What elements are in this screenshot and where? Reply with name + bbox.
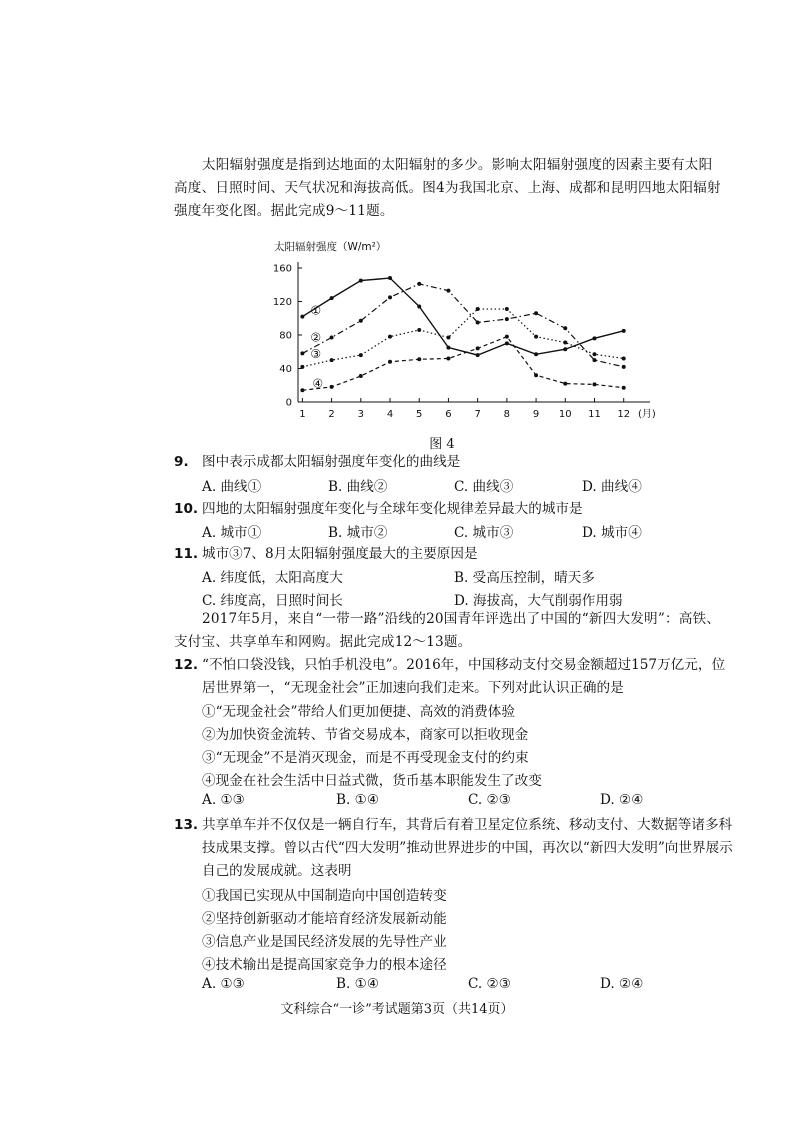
y-tick-label: 0 (285, 397, 292, 409)
question-9 (174, 451, 734, 473)
option-a[interactable]: A. ①③ (202, 976, 245, 992)
option-c[interactable]: C. ②③ (468, 792, 511, 808)
question-11 (174, 543, 734, 565)
data-point (505, 341, 509, 345)
data-point (300, 388, 304, 392)
y-tick-label: 80 (279, 330, 292, 342)
option-d[interactable]: D. 城市④ (582, 525, 642, 541)
chart-axes (273, 262, 656, 420)
question-12-item-4: ④现金在社会生活中日益式微，货币基本职能发生了改变 (202, 773, 542, 789)
option-b[interactable]: B. ①④ (336, 792, 380, 808)
data-point (446, 356, 450, 360)
data-point (622, 386, 626, 390)
data-point (359, 353, 363, 357)
data-point (359, 374, 363, 378)
data-point (300, 351, 304, 355)
x-tick-label: 11 (588, 409, 601, 420)
option-c[interactable]: C. 曲线③ (454, 479, 514, 495)
data-point (388, 276, 392, 280)
option-c[interactable]: C. 城市③ (454, 525, 514, 541)
y-axis-label: 太阳辐射强度（W/m²） (274, 241, 387, 253)
question-stem: 图中表示成都太阳辐射强度年变化的曲线是 (202, 454, 461, 470)
chart-series (300, 276, 625, 392)
data-point (417, 282, 421, 286)
question-stem: 城市③7、8月太阳辐射强度最大的主要原因是 (202, 546, 478, 562)
x-tick-label: 6 (445, 409, 452, 420)
data-point (388, 335, 392, 339)
x-tick-label: 9 (532, 409, 540, 420)
option-a[interactable]: A. 城市① (202, 525, 262, 541)
x-tick-label: 10 (558, 409, 572, 420)
question-stem: “不怕口袋没钱，只怕手机没电”。2016年，中国移动支付交易金额超过157万亿元，位居世界第一，“无现金社会”正加速向我们走来。下列对此认识正确的是 (202, 657, 726, 696)
data-point (330, 358, 334, 362)
x-tick-label: 8 (503, 409, 511, 420)
question-12-item-1: ①“无现金社会”带给人们更加便捷、高效的消费体验 (202, 704, 515, 720)
question-12 (174, 654, 734, 700)
figure-caption: 图 4 (429, 437, 455, 452)
x-tick-label: 2 (328, 409, 335, 420)
data-point (592, 352, 596, 356)
series-label-3: ③ (310, 346, 322, 361)
data-point (563, 382, 567, 386)
chart-svg (250, 236, 660, 436)
data-point (417, 305, 421, 309)
question-13-item-4: ④技术输出是提高国家竞争力的根本途径 (202, 957, 447, 973)
question-number: 13. (174, 817, 199, 833)
question-number: 11. (174, 546, 199, 562)
y-tick-label: 40 (279, 364, 292, 375)
y-tick-label: 120 (272, 297, 292, 308)
data-point (417, 357, 421, 361)
x-tick-label: 7 (474, 409, 481, 420)
option-d[interactable]: D. 海拔高，大气削弱作用弱 (454, 593, 623, 609)
data-point (388, 295, 392, 299)
question-number: 9. (174, 454, 189, 470)
data-point (622, 365, 626, 369)
data-point (592, 336, 596, 340)
data-point (563, 347, 567, 351)
x-tick-label: 1 (299, 409, 306, 420)
data-point (592, 382, 596, 386)
data-point (563, 341, 567, 345)
y-tick-label: 160 (272, 263, 292, 275)
data-point (534, 335, 538, 339)
data-point (563, 326, 567, 330)
question-13-item-3: ③信息产业是国民经济发展的先导性产业 (202, 934, 447, 950)
data-point (359, 279, 363, 283)
option-a[interactable]: A. ①③ (202, 792, 245, 808)
question-stem: 四地的太阳辐射强度年变化与全球年变化规律差异最大的城市是 (202, 501, 583, 517)
option-a[interactable]: A. 纬度低，太阳高度大 (202, 570, 343, 586)
question-13 (174, 814, 734, 883)
question-12-item-2: ②为加快资金流转、节省交易成本，商家可以拒收现金 (202, 727, 529, 743)
data-point (476, 307, 480, 311)
series-label-2: ② (310, 330, 322, 345)
data-point (388, 360, 392, 364)
data-point (622, 356, 626, 360)
data-point (534, 311, 538, 315)
data-point (534, 373, 538, 377)
question-12-item-3: ③“无现金”不是消灭现金，而是不再受现金支付的约束 (202, 750, 529, 766)
question-stem: 共享单车并不仅仅是一辆自行车，其背后有着卫星定位系统、移动支付、大数据等诸多科技成果支撑。曾以古代“四大发明”推动世界进步的中国，再次以“新四大发明”向世界展示自己的发展成就。这表明 (202, 817, 733, 879)
question-13-item-1: ①我国已实现从中国制造向中国创造转变 (202, 888, 447, 904)
data-point (417, 328, 421, 332)
option-d[interactable]: D. 曲线④ (582, 479, 642, 495)
question-10 (174, 498, 734, 520)
option-b[interactable]: B. ①④ (336, 976, 380, 992)
data-point (330, 296, 334, 300)
intro-paragraph-2: 2017年5月，来自“一带一路”沿线的20国青年评选出了中国的“新四大发明”：高铁、支付宝、共享单车和网购。据此完成12～13题。 (174, 611, 721, 650)
data-point (446, 346, 450, 350)
data-point (330, 385, 334, 389)
data-point (592, 358, 596, 362)
option-b[interactable]: B. 曲线② (328, 479, 388, 495)
option-d[interactable]: D. ②④ (600, 976, 644, 992)
option-d[interactable]: D. ②④ (600, 792, 644, 808)
option-c[interactable]: C. ②③ (468, 976, 511, 992)
option-b[interactable]: B. 受高压控制，晴天多 (454, 570, 595, 586)
series-line-3 (302, 309, 623, 367)
intro-paragraph-1: 太阳辐射强度是指到达地面的太阳辐射的多少。影响太阳辐射强度的因素主要有太阳高度、日照时间、天气状况和海拔高低。图4为我国北京、上海、成都和昆明四地太阳辐射强度年变化图。据此完成9～11题。 (174, 157, 721, 219)
data-point (476, 346, 480, 350)
data-point (446, 289, 450, 293)
data-point (476, 353, 480, 357)
x-tick-label: 12 (617, 409, 631, 420)
data-point (505, 335, 509, 339)
x-axis-label: (月) (638, 409, 656, 420)
series-label-4: ④ (312, 376, 324, 391)
question-number: 12. (174, 657, 199, 673)
data-point (300, 365, 304, 369)
series-line-2 (302, 284, 623, 367)
data-point (359, 319, 363, 323)
data-point (534, 352, 538, 356)
question-13-item-2: ②坚持创新驱动才能培育经济发展新动能 (202, 911, 447, 927)
x-tick-label: 5 (416, 409, 423, 420)
data-point (505, 307, 509, 311)
data-point (622, 329, 626, 333)
x-tick-label: 4 (386, 409, 394, 420)
option-a[interactable]: A. 曲线① (202, 479, 262, 495)
data-point (446, 336, 450, 340)
data-point (300, 315, 304, 319)
data-point (505, 317, 509, 321)
page-footer: 文科综合“一诊”考试题第3页（共14页） (280, 1002, 514, 1017)
option-b[interactable]: B. 城市② (328, 525, 388, 541)
question-number: 10. (174, 501, 199, 517)
series-line-1 (302, 278, 623, 355)
data-point (476, 320, 480, 324)
series-label-1: ① (310, 303, 322, 318)
option-c[interactable]: C. 纬度高，日照时间长 (202, 593, 343, 609)
solar-radiation-chart (250, 236, 660, 436)
data-point (330, 336, 334, 340)
x-tick-label: 3 (357, 409, 364, 420)
